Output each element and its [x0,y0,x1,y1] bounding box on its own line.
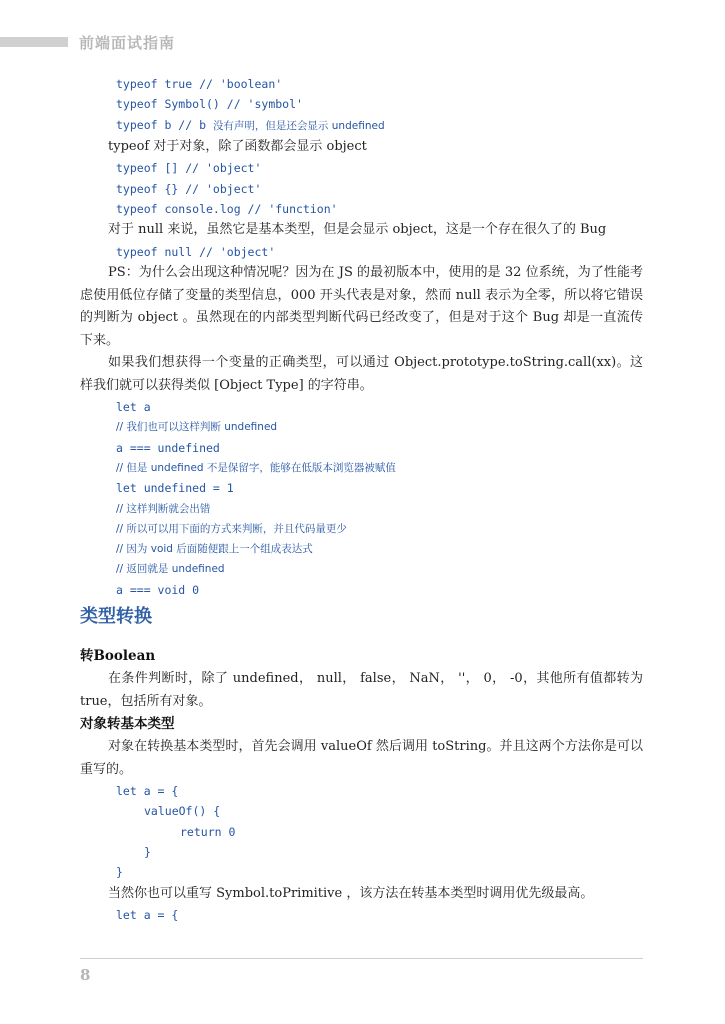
code-comment: // 我们也可以这样判断 undefined [116,421,278,434]
code-comment: 没有声明，但是还会显示 undefined [212,119,385,132]
code-line: let a = { [116,784,179,799]
code-comment: // 这样判断就会出错 [116,502,211,515]
header-bar [0,37,68,47]
paragraph: PS：为什么会出现这种情况呢？因为在 JS 的最初版本中，使用的是 32 位系统，为了性能考虑使用低位存储了变量的类型信息，000 开头代表是对象，然而 null 表示为全零，所以将它错误的判断为 object 。虽然现在的内部类型判断代码已经改变了，但是对于这个 Bug 却是一直流传下来。 [80,265,643,348]
page-content [80,74,643,925]
code-line: typeof Symbol() // 'symbol' [116,97,303,112]
code-line: } [116,865,123,880]
code-line: } [144,844,151,859]
code-line: typeof null // 'object' [116,244,276,259]
header-title: 前端面试指南 [79,34,176,52]
code-text: typeof b // b [116,117,213,132]
code-line: typeof {} // 'object' [116,181,262,196]
code-line: let undefined = 1 [116,481,234,496]
code-comment: // 因为 void 后面随便跟上一个组成表达式 [116,543,313,556]
code-comment: // 但是 undefined 不是保留字，能够在低版本浏览器被赋值 [116,461,396,474]
code-line: let a = { [116,908,179,923]
page-number: 8 [80,966,91,984]
code-line: a === undefined [116,440,220,455]
paragraph: 对象在转换基本类型时，首先会调用 valueOf 然后调用 toString。并且这两个方法你是可以重写的。 [80,739,643,777]
subsection-title: 转Boolean [80,648,156,665]
code-line: typeof [] // 'object' [116,161,262,176]
code-line: typeof console.log // 'function' [116,201,338,216]
code-line: valueOf() { [144,804,221,819]
subsection-title: 对象转基本类型 [80,716,175,733]
code-line [80,115,643,136]
code-line: a === void 0 [116,582,200,597]
code-line: typeof true // 'boolean' [116,77,283,91]
paragraph: 如果我们想获得一个变量的正确类型，可以通过 Object.prototype.toString.call(xx)。这样我们就可以获得类似 [Object Type] 的字符串。 [80,355,643,393]
code-line: return 0 [180,824,236,839]
footer-divider [80,958,643,959]
code-line: let a [116,400,151,415]
code-comment: // 返回就是 undefined [116,563,225,576]
code-comment: // 所以可以用下面的方式来判断，并且代码量更少 [116,522,347,535]
paragraph: 当然你也可以重写 Symbol.toPrimitive ，该方法在转基本类型时调用优先级最高。 [108,885,594,901]
paragraph: 在条件判断时，除了 undefined， null， false， NaN， ''， 0， -0，其他所有值都转为 true，包括所有对象。 [80,671,643,709]
paragraph: typeof 对于对象，除了函数都会显示 object [108,138,367,154]
section-title: 类型转换 [80,606,152,628]
paragraph: 对于 null 来说，虽然它是基本类型，但是会显示 object，这是一个存在很久了的 Bug [108,222,607,238]
